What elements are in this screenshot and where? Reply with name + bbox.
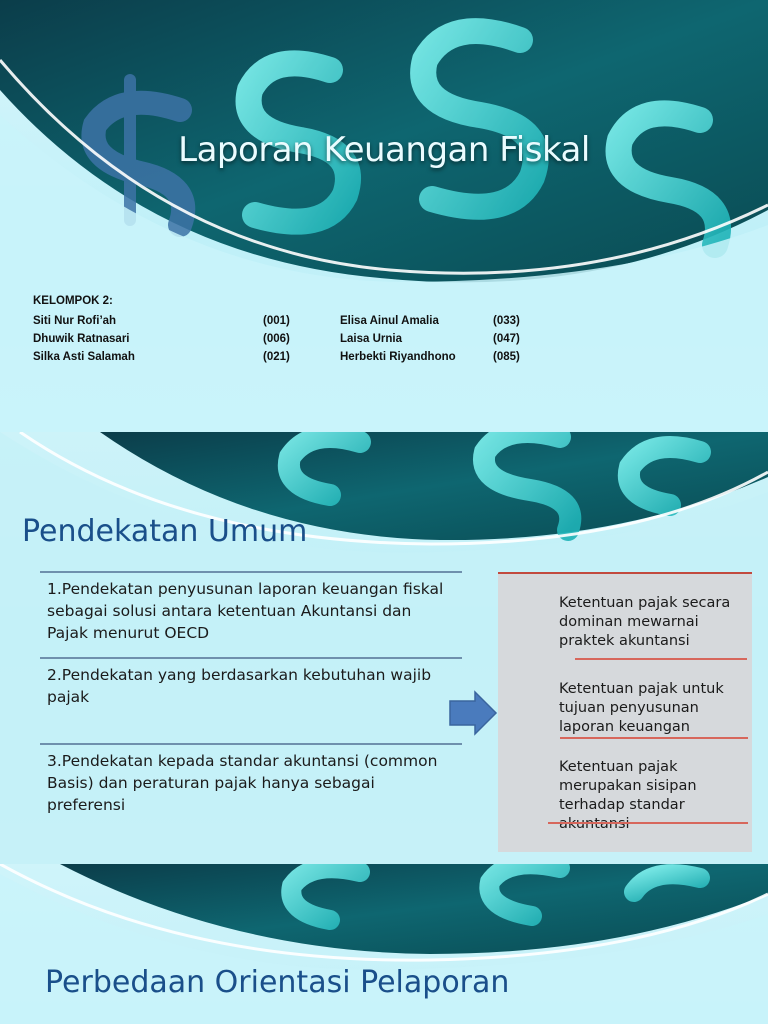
slide-approach [0,432,768,864]
member-id: (006) [263,333,290,345]
group-label: KELOMPOK 2: [33,295,113,307]
item-divider [40,571,462,573]
member-id: (047) [493,333,520,345]
dollar-background [0,864,768,1024]
member-name: Siti Nur Rofi’ah [33,315,117,327]
member-id: (021) [263,351,290,363]
member-name: Silka Asti Salamah [33,351,135,363]
box-item: Ketentuan pajak merupakan sisipan terhadap standar akuntansi [559,759,697,832]
member-name: Herbekti Riyandhono [340,351,456,363]
slide-title [0,0,768,432]
slide-orientation [0,864,768,1024]
slide-title-heading: Laporan Keuangan Fiskal [178,130,590,170]
member-name: Laisa Urnia [340,333,402,345]
approach-item: 2.Pendekatan yang berdasarkan kebutuhan wajib pajak [47,666,432,706]
member-id: (033) [493,315,520,327]
box-divider [575,658,747,660]
item-divider [40,657,462,659]
slide-heading: Pendekatan Umum [22,514,308,549]
approach-item: 1.Pendekatan penyusunan laporan keuangan fiskal sebagai solusi antara ketentuan Akuntansi dan Pajak menurut OECD [47,580,444,642]
dollar-background [0,0,768,432]
member-name: Elisa Ainul Amalia [340,315,439,327]
box-divider [560,737,748,739]
member-name: Dhuwik Ratnasari [33,333,130,345]
member-id: (001) [263,315,290,327]
approach-item: 3.Pendekatan kepada standar akuntansi (common Basis) dan peraturan pajak hanya sebagai preferensi [47,752,438,814]
box-divider [548,822,748,824]
slide-heading: Perbedaan Orientasi Pelaporan [45,965,510,1000]
member-id: (085) [493,351,520,363]
right-arrow-icon [448,690,498,736]
box-item: Ketentuan pajak secara dominan mewarnai praktek akuntansi [559,595,731,649]
box-item: Ketentuan pajak untuk tujuan penyusunan laporan keuangan [559,681,724,735]
item-divider [40,743,462,745]
